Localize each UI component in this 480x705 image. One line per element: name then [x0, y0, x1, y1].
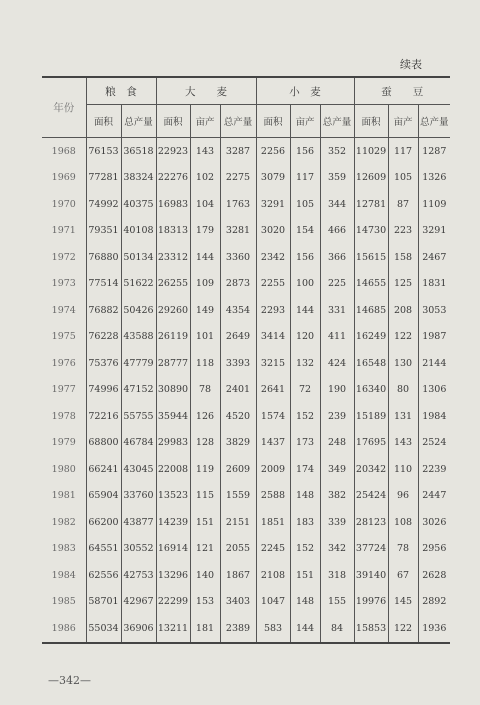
year-header: 年份 [42, 77, 86, 138]
table-cell: 2009 [256, 456, 290, 483]
table-cell: 22923 [156, 138, 190, 165]
table-cell: 149 [190, 297, 220, 324]
table-cell: 1984 [418, 403, 450, 430]
table-cell: 117 [290, 165, 320, 192]
table-cell: 76153 [86, 138, 121, 165]
table-cell: 143 [190, 138, 220, 165]
table-cell: 342 [320, 536, 354, 563]
table-cell: 151 [290, 562, 320, 589]
table-cell: 79351 [86, 218, 121, 245]
table-cell: 104 [190, 191, 220, 218]
group-header-row [42, 77, 450, 105]
table-cell: 2275 [220, 165, 256, 192]
table-cell: 2524 [418, 430, 450, 457]
table-cell: 12781 [354, 191, 388, 218]
table-cell: 16914 [156, 536, 190, 563]
table-cell: 36906 [121, 615, 156, 643]
table-cell: 382 [320, 483, 354, 510]
table-cell: 14730 [354, 218, 388, 245]
table-cell: 101 [190, 324, 220, 351]
table-cell: 50426 [121, 297, 156, 324]
year-cell: 1979 [42, 430, 86, 457]
table-cell: 179 [190, 218, 220, 245]
table-row [42, 589, 450, 616]
table-cell: 33760 [121, 483, 156, 510]
table-cell: 40108 [121, 218, 156, 245]
table-row [42, 430, 450, 457]
table-cell: 151 [190, 509, 220, 536]
table-cell: 3829 [220, 430, 256, 457]
table-cell: 132 [290, 350, 320, 377]
table-row [42, 377, 450, 404]
table-cell: 16249 [354, 324, 388, 351]
table-cell: 66241 [86, 456, 121, 483]
table-cell: 77514 [86, 271, 121, 298]
subheader-cell: 亩产 [190, 105, 220, 138]
table-cell: 42753 [121, 562, 156, 589]
subheader-cell: 面积 [156, 105, 190, 138]
table-cell: 174 [290, 456, 320, 483]
year-cell: 1973 [42, 271, 86, 298]
table-cell: 108 [388, 509, 418, 536]
table-cell: 3215 [256, 350, 290, 377]
table-cell: 2389 [220, 615, 256, 643]
table-cell: 2641 [256, 377, 290, 404]
table-cell: 18313 [156, 218, 190, 245]
table-cell: 118 [190, 350, 220, 377]
table-cell: 145 [388, 589, 418, 616]
table-cell: 51622 [121, 271, 156, 298]
table-cell: 223 [388, 218, 418, 245]
year-cell: 1978 [42, 403, 86, 430]
table-cell: 122 [388, 615, 418, 643]
table-cell: 22299 [156, 589, 190, 616]
table-cell: 130 [388, 350, 418, 377]
table-cell: 352 [320, 138, 354, 165]
table-cell: 359 [320, 165, 354, 192]
table-cell: 1987 [418, 324, 450, 351]
table-cell: 74992 [86, 191, 121, 218]
table-cell: 1326 [418, 165, 450, 192]
table-cell: 3287 [220, 138, 256, 165]
subheader-cell: 亩产 [290, 105, 320, 138]
table-cell: 87 [388, 191, 418, 218]
table-cell: 38324 [121, 165, 156, 192]
table-cell: 55755 [121, 403, 156, 430]
table-cell: 1763 [220, 191, 256, 218]
table-cell: 152 [290, 536, 320, 563]
table-cell: 19976 [354, 589, 388, 616]
table-cell: 76228 [86, 324, 121, 351]
table-cell: 2293 [256, 297, 290, 324]
table-cell: 26119 [156, 324, 190, 351]
table-row [42, 138, 450, 165]
table-body [42, 138, 450, 643]
table-cell: 158 [388, 244, 418, 271]
table-cell: 122 [388, 324, 418, 351]
subheader-cell: 面积 [354, 105, 388, 138]
table-cell: 1437 [256, 430, 290, 457]
table-cell: 3393 [220, 350, 256, 377]
table-cell: 3053 [418, 297, 450, 324]
table-cell: 78 [190, 377, 220, 404]
table-cell: 248 [320, 430, 354, 457]
table-cell: 76880 [86, 244, 121, 271]
table-cell: 3020 [256, 218, 290, 245]
table-cell: 339 [320, 509, 354, 536]
table-cell: 3414 [256, 324, 290, 351]
table-cell: 143 [388, 430, 418, 457]
table-cell: 152 [290, 403, 320, 430]
table-cell: 1936 [418, 615, 450, 643]
table-cell: 30552 [121, 536, 156, 563]
table-cell: 65904 [86, 483, 121, 510]
table-row [42, 536, 450, 563]
table-cell: 47779 [121, 350, 156, 377]
table-cell: 3360 [220, 244, 256, 271]
subheader-cell: 面积 [256, 105, 290, 138]
table-cell: 1559 [220, 483, 256, 510]
table-cell: 239 [320, 403, 354, 430]
subheader-row [42, 105, 450, 138]
table-cell: 16548 [354, 350, 388, 377]
year-cell: 1969 [42, 165, 86, 192]
table-row [42, 218, 450, 245]
table-cell: 80 [388, 377, 418, 404]
table-cell: 144 [290, 297, 320, 324]
table-cell: 131 [388, 403, 418, 430]
table-row [42, 165, 450, 192]
table-cell: 4354 [220, 297, 256, 324]
table-cell: 43877 [121, 509, 156, 536]
table-cell: 3291 [418, 218, 450, 245]
table-cell: 14239 [156, 509, 190, 536]
table-cell: 2873 [220, 271, 256, 298]
table-cell: 78 [388, 536, 418, 563]
table-cell: 349 [320, 456, 354, 483]
table-cell: 2588 [256, 483, 290, 510]
year-cell: 1977 [42, 377, 86, 404]
table-cell: 25424 [354, 483, 388, 510]
table-cell: 105 [290, 191, 320, 218]
table-cell: 121 [190, 536, 220, 563]
table-cell: 20342 [354, 456, 388, 483]
table-cell: 47152 [121, 377, 156, 404]
table-cell: 3079 [256, 165, 290, 192]
table-cell: 29983 [156, 430, 190, 457]
group-header-grain: 粮 食 [86, 77, 156, 105]
table-cell: 23312 [156, 244, 190, 271]
table-cell: 1306 [418, 377, 450, 404]
table-cell: 2628 [418, 562, 450, 589]
table-cell: 117 [388, 138, 418, 165]
group-header-wheat: 小 麦 [256, 77, 354, 105]
table-cell: 13296 [156, 562, 190, 589]
table-cell: 424 [320, 350, 354, 377]
table-cell: 148 [290, 483, 320, 510]
table-cell: 156 [290, 244, 320, 271]
table-cell: 344 [320, 191, 354, 218]
year-cell: 1970 [42, 191, 86, 218]
subheader-cell: 总产量 [320, 105, 354, 138]
table-cell: 208 [388, 297, 418, 324]
table-cell: 154 [290, 218, 320, 245]
table-cell: 13523 [156, 483, 190, 510]
subheader-cell: 面积 [86, 105, 121, 138]
table-cell: 4520 [220, 403, 256, 430]
table-cell: 1109 [418, 191, 450, 218]
year-cell: 1976 [42, 350, 86, 377]
continued-label: 续表 [400, 58, 422, 71]
table-cell: 466 [320, 218, 354, 245]
table-cell: 43045 [121, 456, 156, 483]
year-cell: 1985 [42, 589, 86, 616]
table-cell: 96 [388, 483, 418, 510]
table-cell: 2108 [256, 562, 290, 589]
table-cell: 40375 [121, 191, 156, 218]
table-cell: 3403 [220, 589, 256, 616]
table-row [42, 324, 450, 351]
year-cell: 1968 [42, 138, 86, 165]
year-cell: 1984 [42, 562, 86, 589]
table-cell: 155 [320, 589, 354, 616]
table-cell: 35944 [156, 403, 190, 430]
table-cell: 2447 [418, 483, 450, 510]
table-cell: 28777 [156, 350, 190, 377]
table-cell: 28123 [354, 509, 388, 536]
table-row [42, 191, 450, 218]
table-cell: 42967 [121, 589, 156, 616]
subheader-cell: 亩产 [388, 105, 418, 138]
table-cell: 3026 [418, 509, 450, 536]
table-cell: 144 [190, 244, 220, 271]
table-cell: 2151 [220, 509, 256, 536]
table-cell: 366 [320, 244, 354, 271]
table-row [42, 297, 450, 324]
table-cell: 72 [290, 377, 320, 404]
table-cell: 84 [320, 615, 354, 643]
table-cell: 55034 [86, 615, 121, 643]
table-row [42, 271, 450, 298]
table-cell: 66200 [86, 509, 121, 536]
table-cell: 119 [190, 456, 220, 483]
table-cell: 46784 [121, 430, 156, 457]
table-cell: 3291 [256, 191, 290, 218]
table-row [42, 244, 450, 271]
table-cell: 15189 [354, 403, 388, 430]
table-cell: 115 [190, 483, 220, 510]
table-cell: 39140 [354, 562, 388, 589]
table-row [42, 350, 450, 377]
table-cell: 1574 [256, 403, 290, 430]
table-cell: 102 [190, 165, 220, 192]
table-cell: 2342 [256, 244, 290, 271]
table-cell: 12609 [354, 165, 388, 192]
table-cell: 43588 [121, 324, 156, 351]
table-cell: 14685 [354, 297, 388, 324]
table-cell: 126 [190, 403, 220, 430]
table-cell: 14655 [354, 271, 388, 298]
table-cell: 181 [190, 615, 220, 643]
table-cell: 2144 [418, 350, 450, 377]
table-row [42, 483, 450, 510]
table-cell: 183 [290, 509, 320, 536]
table-cell: 100 [290, 271, 320, 298]
table-row [42, 615, 450, 643]
year-cell: 1982 [42, 509, 86, 536]
table-cell: 1287 [418, 138, 450, 165]
table-cell: 72216 [86, 403, 121, 430]
table-cell: 148 [290, 589, 320, 616]
statistics-table [42, 76, 450, 644]
table-cell: 15615 [354, 244, 388, 271]
table-cell: 120 [290, 324, 320, 351]
table-cell: 2255 [256, 271, 290, 298]
table-row [42, 562, 450, 589]
group-header-barley: 大 麦 [156, 77, 256, 105]
table-cell: 29260 [156, 297, 190, 324]
table-cell: 68800 [86, 430, 121, 457]
table-cell: 190 [320, 377, 354, 404]
table-cell: 1047 [256, 589, 290, 616]
table-cell: 74996 [86, 377, 121, 404]
table-cell: 50134 [121, 244, 156, 271]
table-row [42, 509, 450, 536]
table-cell: 2649 [220, 324, 256, 351]
table-cell: 156 [290, 138, 320, 165]
table-cell: 153 [190, 589, 220, 616]
table-cell: 77281 [86, 165, 121, 192]
table-cell: 1867 [220, 562, 256, 589]
table-cell: 318 [320, 562, 354, 589]
table-cell: 64551 [86, 536, 121, 563]
table-cell: 30890 [156, 377, 190, 404]
table-cell: 37724 [354, 536, 388, 563]
table-cell: 17695 [354, 430, 388, 457]
table-cell: 13211 [156, 615, 190, 643]
table-cell: 2401 [220, 377, 256, 404]
table-cell: 2055 [220, 536, 256, 563]
table-cell: 67 [388, 562, 418, 589]
table-row [42, 403, 450, 430]
table-cell: 125 [388, 271, 418, 298]
table-cell: 583 [256, 615, 290, 643]
table-cell: 2892 [418, 589, 450, 616]
year-cell: 1975 [42, 324, 86, 351]
page-number: —342— [48, 674, 91, 687]
subheader-cell: 总产量 [121, 105, 156, 138]
table-cell: 2239 [418, 456, 450, 483]
table-cell: 1831 [418, 271, 450, 298]
table-cell: 225 [320, 271, 354, 298]
table-cell: 2467 [418, 244, 450, 271]
table-cell: 411 [320, 324, 354, 351]
table-cell: 2609 [220, 456, 256, 483]
year-cell: 1972 [42, 244, 86, 271]
table-cell: 22276 [156, 165, 190, 192]
year-cell: 1981 [42, 483, 86, 510]
table-cell: 62556 [86, 562, 121, 589]
table-cell: 331 [320, 297, 354, 324]
table-cell: 76882 [86, 297, 121, 324]
table-cell: 109 [190, 271, 220, 298]
table-cell: 105 [388, 165, 418, 192]
table-cell: 2245 [256, 536, 290, 563]
table-cell: 3281 [220, 218, 256, 245]
year-cell: 1986 [42, 615, 86, 643]
table-cell: 15853 [354, 615, 388, 643]
table-cell: 173 [290, 430, 320, 457]
table-cell: 1851 [256, 509, 290, 536]
table-cell: 26255 [156, 271, 190, 298]
group-header-broad-bean: 蚕 豆 [354, 77, 450, 105]
table-cell: 2956 [418, 536, 450, 563]
table-cell: 16983 [156, 191, 190, 218]
subheader-cell: 总产量 [418, 105, 450, 138]
table-cell: 11029 [354, 138, 388, 165]
table-cell: 22008 [156, 456, 190, 483]
table-cell: 128 [190, 430, 220, 457]
year-cell: 1980 [42, 456, 86, 483]
table-cell: 110 [388, 456, 418, 483]
year-cell: 1983 [42, 536, 86, 563]
subheader-cell: 总产量 [220, 105, 256, 138]
table-cell: 36518 [121, 138, 156, 165]
table-cell: 58701 [86, 589, 121, 616]
table-row [42, 456, 450, 483]
table-cell: 144 [290, 615, 320, 643]
table-cell: 140 [190, 562, 220, 589]
year-cell: 1971 [42, 218, 86, 245]
year-cell: 1974 [42, 297, 86, 324]
table-cell: 2256 [256, 138, 290, 165]
table-cell: 75376 [86, 350, 121, 377]
table-cell: 16340 [354, 377, 388, 404]
